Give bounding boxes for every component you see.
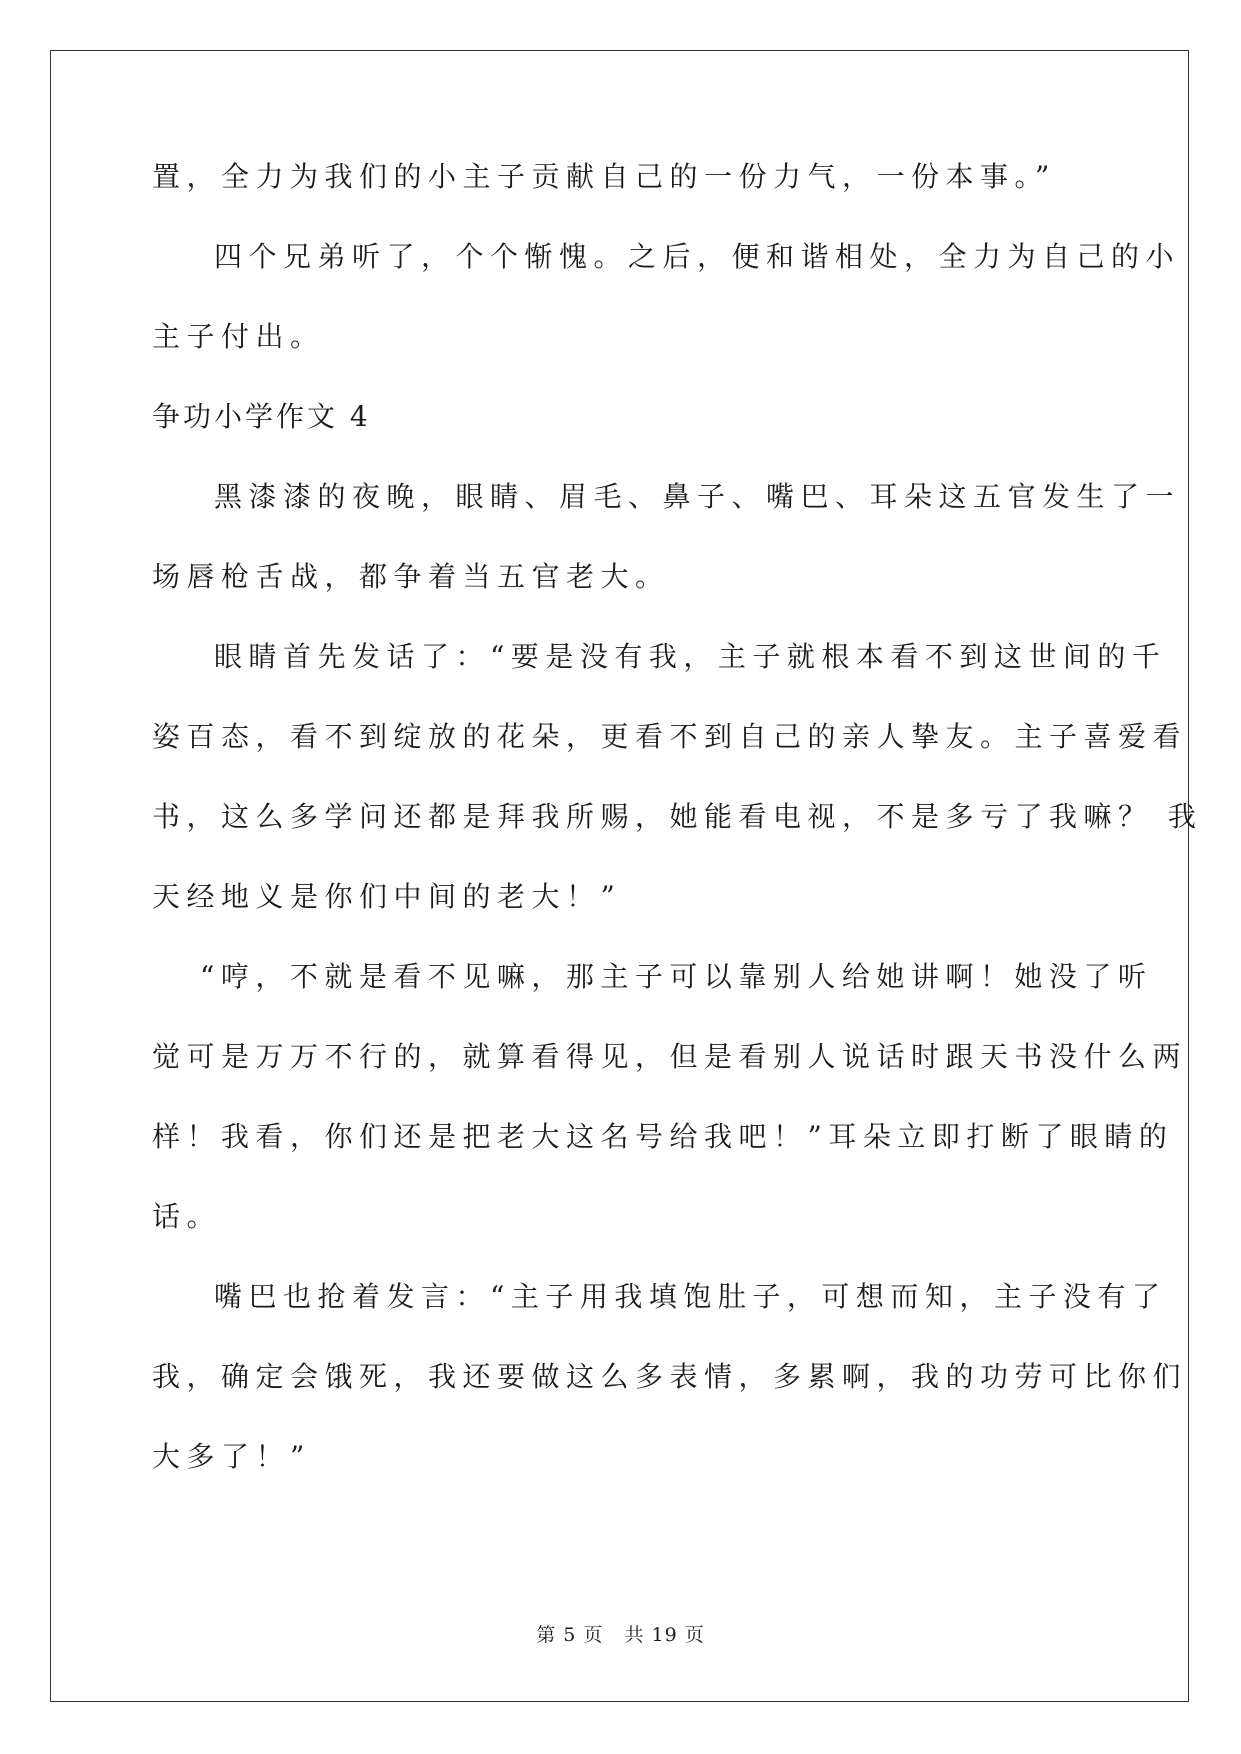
- text-line: 场唇枪舌战，都争着当五官老大。: [152, 560, 670, 593]
- text-line: 置，全力为我们的小主子贡献自己的一份力气，一份本事。”: [152, 160, 1056, 193]
- text-line: 我，确定会饿死，我还要做这么多表情，多累啊，我的功劳可比你们: [152, 1360, 1188, 1393]
- page-total: 共 19 页: [624, 1624, 705, 1646]
- text-line: 话。: [152, 1200, 222, 1233]
- text-line: 大多了！”: [152, 1440, 311, 1473]
- text-line: 眼睛首先发话了：“要是没有我，主子就根本看不到这世间的千: [214, 640, 1167, 673]
- page-number: 第 5 页: [536, 1624, 604, 1646]
- text-line: 嘴巴也抢着发言：“主子用我填饱肚子，可想而知，主子没有了: [214, 1280, 1167, 1313]
- page-footer: [0, 1620, 1241, 1647]
- text-line: 黑漆漆的夜晚，眼睛、眉毛、鼻子、嘴巴、耳朵这五官发生了一: [214, 480, 1181, 513]
- text-line: 样！我看，你们还是把老大这名号给我吧！”耳朵立即打断了眼睛的: [152, 1120, 1174, 1153]
- section-heading: 争功小学作文 4: [152, 400, 371, 433]
- text-line: 主子付出。: [152, 320, 325, 353]
- text-line: 天经地义是你们中间的老大！”: [152, 880, 622, 913]
- text-line: 觉可是万万不行的，就算看得见，但是看别人说话时跟天书没什么两: [152, 1040, 1188, 1073]
- text-line: “哼，不就是看不见嘛，那主子可以靠别人给她讲啊！她没了听: [200, 960, 1153, 993]
- text-line: 姿百态，看不到绽放的花朵，更看不到自己的亲人挚友。主子喜爱看: [152, 720, 1188, 753]
- text-line: 四个兄弟听了，个个惭愧。之后，便和谐相处，全力为自己的小: [214, 240, 1181, 273]
- text-line: 书，这么多学问还都是拜我所赐，她能看电视，不是多亏了我嘛？ 我: [152, 800, 1203, 833]
- document-body: [152, 160, 1203, 1520]
